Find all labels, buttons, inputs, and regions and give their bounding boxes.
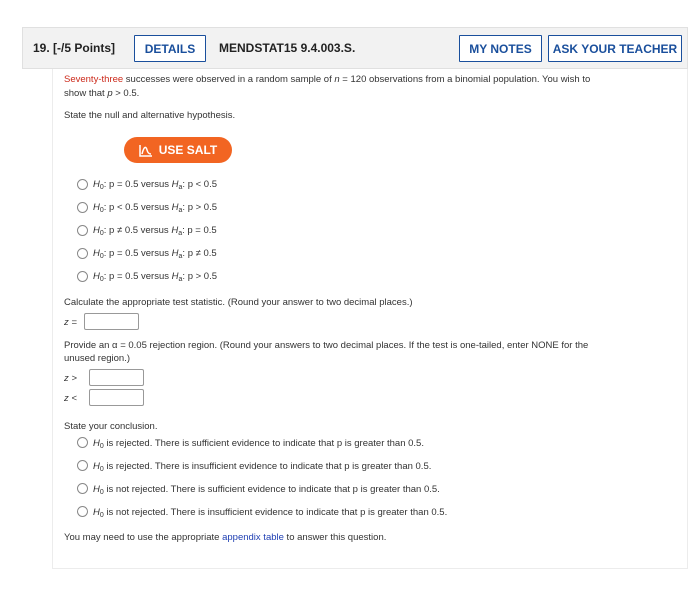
z-upper-input[interactable] [89, 369, 144, 386]
question-header [22, 27, 688, 69]
rejection-prompt-line-1: Provide an α = 0.05 rejection region. (Round your answers to two decimal places. If the test is one-tailed, enter NONE for the [64, 340, 589, 351]
salt-chart-icon [139, 144, 153, 157]
appendix-table-link[interactable]: appendix table [222, 532, 284, 543]
question-code: MENDSTAT15 9.4.003.S. [219, 41, 356, 55]
z-equals-label: z = [64, 317, 77, 328]
hypothesis-prompt: State the null and alternative hypothesis. [64, 110, 236, 121]
details-button[interactable]: DETAILS [134, 35, 206, 62]
radio-button[interactable] [77, 271, 88, 282]
ask-your-teacher-button[interactable]: ASK YOUR TEACHER [548, 35, 682, 62]
z-less-label: z < [64, 393, 77, 404]
radio-button[interactable] [77, 225, 88, 236]
z-statistic-input[interactable] [84, 313, 139, 330]
points: [-/5 Points] [53, 41, 116, 55]
rejection-prompt-line-2: unused region.) [64, 353, 131, 364]
conclusion-prompt: State your conclusion. [64, 421, 158, 432]
footer-note: You may need to use the appropriate appendix table to answer this question. [64, 532, 387, 543]
my-notes-button[interactable]: MY NOTES [459, 35, 542, 62]
radio-button[interactable] [77, 483, 88, 494]
radio-button[interactable] [77, 179, 88, 190]
radio-button[interactable] [77, 202, 88, 213]
z-greater-label: z > [64, 373, 77, 384]
question-body: Seventy-three successes were observed in a random sample of n = 120 observations from a binomial population. You wish to show that p > 0.5. State the null and alternative hypothesis. USE SALT $H_0$: p = 0.5 versus $H_a$: p < 0.5 $H_0$: p < 0.5 versus $H_a$: p > 0.5 $H_0$: p ≠ 0.5 versus $H_a$: p = 0.5 $H_0$: p = 0.5 versus $H_a$: p ≠ 0.5 $H_0$: p = 0.5 versus $H_a$: p > 0.5 Calculate the appropriate test statistic. (Round your answer to two decimal places.) z = Provide an α = 0.05 rejection region. (Round your answers to two decimal places. If the test is one-tailed, enter NONE for the unused region.) z > z < State your conclusion. $H_0$ is rejected. There is sufficient evidence to indicate that p is greater than 0.5. $H_0$ is rejected. There is insufficient evidence to indicate that p is greater than 0.5. $H_0$ is not rejected. There is sufficient evidence to indicate that p is greater than 0.5. $H_0$ is not rejected. There is insufficient evidence to indicate that p is greater than 0.5. You may need to use the appropriate appendix table to answer this question. [52, 69, 688, 569]
statistic-prompt: Calculate the appropriate test statistic. (Round your answer to two decimal places.) [64, 297, 413, 308]
radio-button[interactable] [77, 460, 88, 471]
use-salt-button[interactable]: USE SALT [124, 137, 232, 163]
z-lower-input[interactable] [89, 389, 144, 406]
radio-button[interactable] [77, 437, 88, 448]
question-number: 19. [-/5 Points] [33, 41, 116, 55]
radio-button[interactable] [77, 506, 88, 517]
problem-line-2: show that p > 0.5. [64, 88, 140, 99]
problem-line-1: Seventy-three successes were observed in a random sample of n = 120 observations from a binomial population. You wish to [64, 74, 591, 85]
radio-button[interactable] [77, 248, 88, 259]
